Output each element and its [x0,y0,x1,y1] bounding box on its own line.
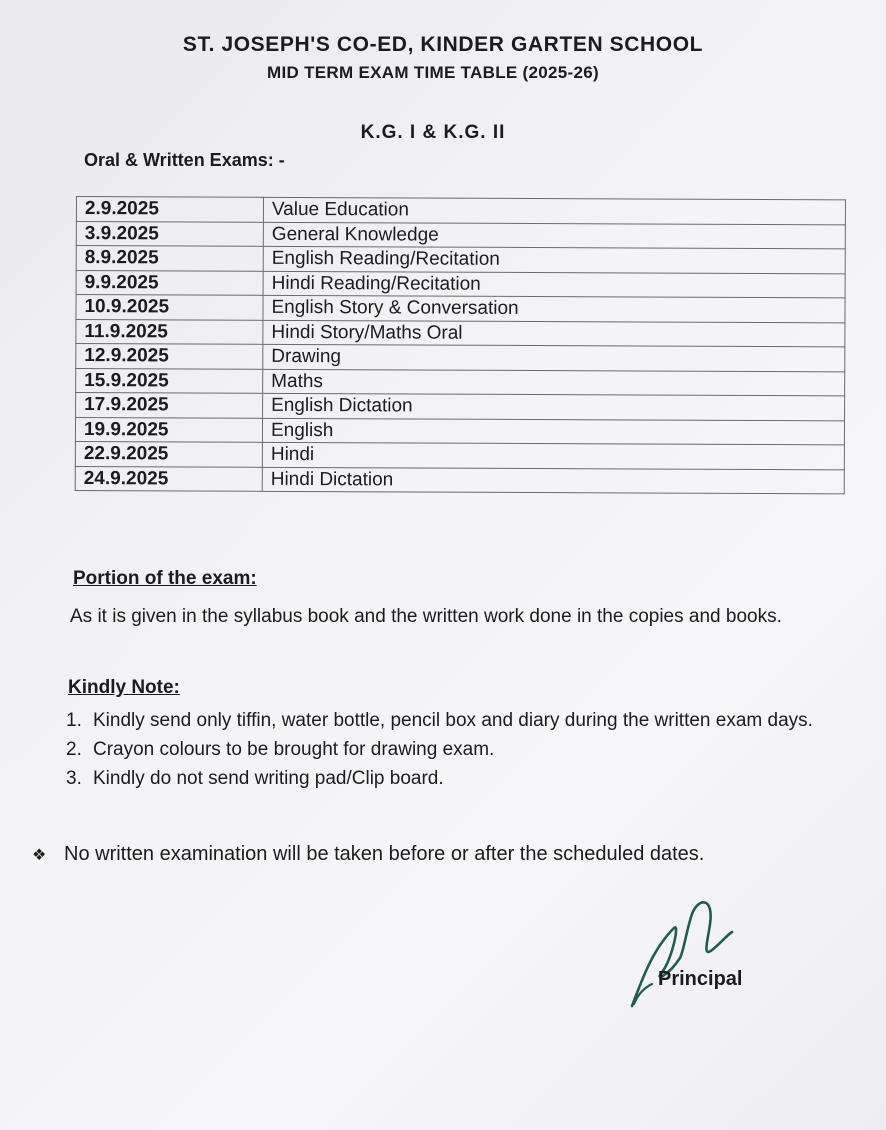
timetable-row [76,221,845,249]
exam-date: 17.9.2025 [76,393,263,418]
exam-subject: Hindi Dictation [262,467,844,494]
note-number: 1. [66,710,82,731]
note-item [66,735,866,764]
exam-subject: Value Education [263,197,845,224]
timetable-row [76,295,845,323]
exam-date: 24.9.2025 [75,466,262,491]
exam-date: 19.9.2025 [75,417,262,442]
timetable-row [75,417,844,445]
footer-note-text: No written examination will be taken before or after the scheduled dates. [64,843,705,865]
exam-date: 2.9.2025 [76,197,263,222]
exam-subject: English Dictation [263,393,845,420]
timetable-row [76,246,845,274]
exam-timetable [75,196,846,494]
exam-subject: English [262,418,844,445]
timetable-row [75,441,844,469]
exam-subject: Maths [263,369,845,396]
exam-title: MID TERM EXAM TIME TABLE (2025-26) [267,63,599,82]
principal-signature [622,888,752,1018]
footer-note [32,843,852,866]
portion-text: As it is given in the syllabus book and the written work done in the copies and books. [70,606,782,627]
timetable-body [75,197,845,494]
exam-subject: English Story & Conversation [263,295,845,322]
note-item [66,706,866,735]
note-number: 3. [66,768,82,789]
four-diamond-bullet-icon: ❖ [32,846,47,864]
notes-list [66,706,866,793]
kindly-note-heading: Kindly Note: [68,677,180,698]
exam-date: 15.9.2025 [76,368,263,393]
exam-date: 10.9.2025 [76,295,263,320]
signature-label: Principal [658,968,743,990]
note-text: Kindly send only tiffin, water bottle, pencil box and diary during the written exam days. [93,710,813,731]
timetable-row [76,393,845,421]
timetable-row [76,368,845,396]
exam-subject: Hindi Story/Maths Oral [263,320,845,347]
class-title: K.G. I & K.G. II [360,122,506,143]
note-text: Crayon colours to be brought for drawing exam. [93,739,495,760]
note-text: Kindly do not send writing pad/Clip board. [93,768,444,789]
exam-date: 22.9.2025 [75,441,262,466]
exam-subject: Hindi Reading/Recitation [263,271,845,298]
exam-date: 11.9.2025 [76,319,263,344]
exam-subject: Hindi [262,442,844,469]
timetable-row [76,197,845,225]
exam-subject: Drawing [263,344,845,371]
exam-subject: English Reading/Recitation [263,246,845,273]
note-item [66,764,866,793]
timetable-row [75,466,844,494]
exam-date: 12.9.2025 [76,344,263,369]
exam-date: 8.9.2025 [76,246,263,271]
timetable-row [76,270,845,298]
note-number: 2. [66,739,82,760]
exam-date: 3.9.2025 [76,221,263,246]
exam-date: 9.9.2025 [76,270,263,295]
school-name: ST. JOSEPH'S CO-ED, KINDER GARTEN SCHOOL [182,33,704,56]
timetable-row [76,319,845,347]
exam-subject: General Knowledge [263,222,845,249]
portion-heading: Portion of the exam: [73,568,257,589]
timetable-row [76,344,845,372]
section-label: Oral & Written Exams: - [84,150,285,170]
